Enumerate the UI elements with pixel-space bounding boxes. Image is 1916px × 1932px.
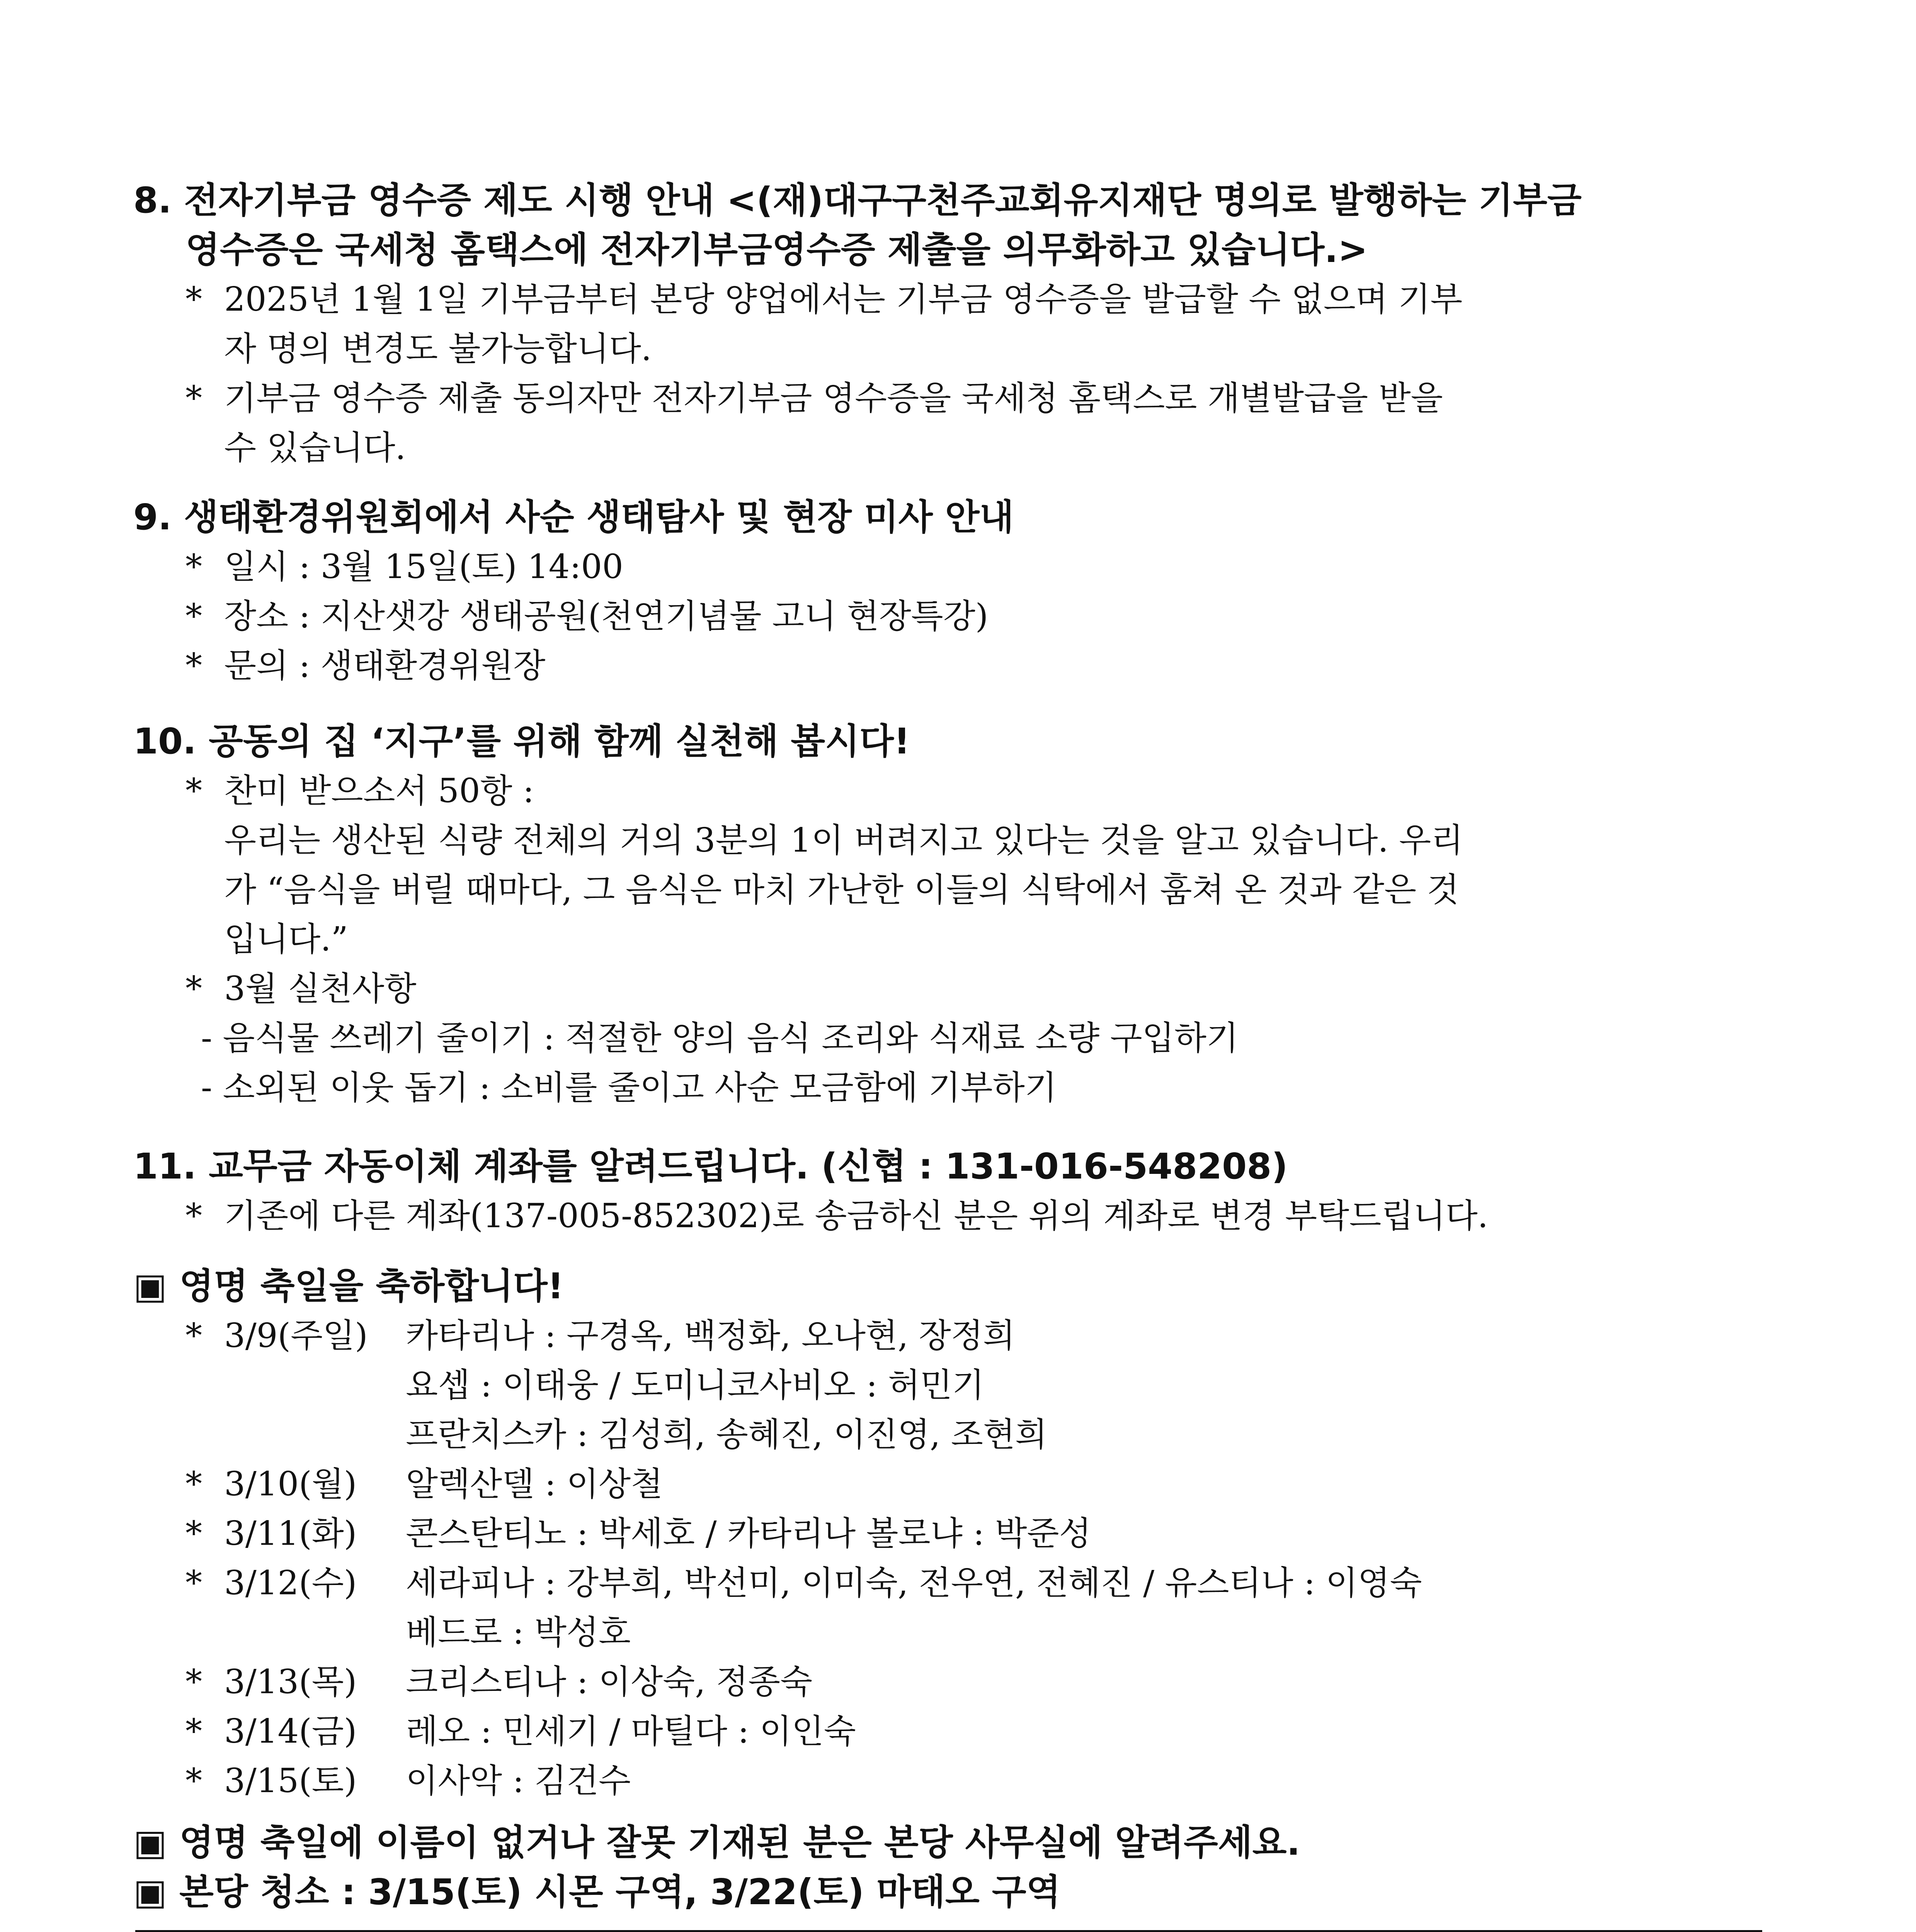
feast-date: 3/9(주일) — [224, 1316, 368, 1355]
item-8-bullet-1: * 2025년 1월 1일 기부금부터 본당 양업에서는 기부금 영수증을 발급할 수 없으며 기부 — [185, 280, 1463, 319]
notice-cleaning: ▣ 본당 청소 : 3/15(토) 시몬 구역, 3/22(토) 마태오 구역 — [133, 1871, 1061, 1913]
feast-row — [133, 1410, 1768, 1459]
feast-row — [133, 1657, 1768, 1707]
item-9-heading: 9. 생태환경위원회에서 사순 생태탐사 및 현장 미사 안내 — [133, 497, 1014, 538]
item-10-practice-1: - 음식물 쓰레기 줄이기 : 적절한 양의 음식 조리와 식재료 소량 구입하기 — [201, 1019, 1239, 1058]
feast-row-star: * — [185, 1663, 202, 1701]
feast-date: 3/14(금) — [224, 1712, 357, 1751]
item-8-bullet-2: * 기부금 영수증 제출 동의자만 전자기부금 영수증을 국세청 홈택스로 개별발급을 받을 — [185, 379, 1443, 418]
feast-names: 콘스탄티노 : 박세호 / 카타리나 볼로냐 : 박준성 — [406, 1514, 1091, 1553]
feast-row — [133, 1459, 1768, 1509]
item-8 — [133, 176, 1768, 473]
item-11 — [133, 1142, 1768, 1241]
feast-date: 3/15(토) — [224, 1762, 357, 1800]
notice-name-correction: ▣ 영명 축일에 이름이 없거나 잘못 기재된 분은 본당 사무실에 알려주세요. — [133, 1822, 1300, 1863]
feast-names: 이사악 : 김건수 — [406, 1762, 631, 1800]
feast-date: 3/11(화) — [224, 1514, 357, 1553]
offering-table — [135, 1930, 1762, 1932]
feast-row — [133, 1756, 1768, 1806]
item-10-heading: 10. 공동의 집 ‘지구’를 위해 함께 실천해 봅시다! — [133, 721, 910, 762]
feast-row — [133, 1707, 1768, 1756]
notices — [133, 1818, 1768, 1917]
feast-names: 레오 : 민세기 / 마틸다 : 이인숙 — [406, 1712, 856, 1751]
item-10-practice-2: - 소외된 이웃 돕기 : 소비를 줄이고 사순 모금함에 기부하기 — [201, 1068, 1057, 1107]
feast-row — [133, 1558, 1768, 1608]
feast-names: 요셉 : 이태웅 / 도미니코사비오 : 허민기 — [406, 1366, 985, 1405]
item-11-note: * 기존에 다른 계좌(137-005-852302)로 송금하신 분은 위의 계좌로 변경 부탁드립니다. — [185, 1197, 1488, 1235]
feast-names: 카타리나 : 구경옥, 백정화, 오나현, 장정희 — [406, 1316, 1015, 1355]
item-10 — [133, 717, 1768, 1112]
feast-section — [133, 1262, 1768, 1806]
item-8-heading: 8. 전자기부금 영수증 제도 시행 안내 <(재)대구구천주교회유지재단 명의로 발행하는 기부금 — [133, 180, 1582, 221]
item-8-bullet-1-cont: 자 명의 변경도 불가능합니다. — [224, 330, 652, 368]
feast-list — [133, 1311, 1768, 1806]
item-10-quote-line-3: 입니다.” — [224, 920, 348, 959]
item-10-march-practice: * 3월 실천사항 — [185, 969, 417, 1008]
item-9-place: * 장소 : 지산샛강 생태공원(천연기념물 고니 현장특강) — [185, 597, 989, 636]
item-10-quote-line-1: 우리는 생산된 식량 전체의 거의 3분의 1이 버려지고 있다는 것을 알고 있습니다. 우리 — [224, 821, 1463, 860]
feast-row-star: * — [185, 1712, 202, 1751]
feast-row — [133, 1361, 1768, 1410]
feast-date: 3/12(수) — [224, 1564, 357, 1602]
item-8-bullet-2-cont: 수 있습니다. — [224, 429, 406, 467]
feast-row — [133, 1608, 1768, 1657]
item-11-heading: 11. 교무금 자동이체 계좌를 알려드립니다. (신협 : 131-016-548208) — [133, 1146, 1288, 1187]
item-9-contact: * 문의 : 생태환경위원장 — [185, 646, 546, 685]
feast-names: 크리스티나 : 이상숙, 정종숙 — [406, 1663, 813, 1701]
feast-date: 3/10(월) — [224, 1465, 357, 1503]
item-10-quote-line-2: 가 “음식을 버릴 때마다, 그 음식은 마치 가난한 이들의 식탁에서 훔쳐 온 것과 같은 것 — [224, 871, 1459, 909]
feast-row — [133, 1509, 1768, 1558]
item-8-heading-cont: 영수증은 국세청 홈택스에 전자기부금영수증 제출을 의무화하고 있습니다.> — [185, 229, 1368, 270]
feast-names: 프란치스카 : 김성희, 송혜진, 이진영, 조현희 — [406, 1415, 1047, 1454]
item-10-laudato-si: * 찬미 받으소서 50항 : — [185, 772, 534, 810]
feast-row-star: * — [185, 1316, 202, 1355]
feast-row-star: * — [185, 1514, 202, 1553]
item-9 — [133, 493, 1768, 690]
feast-row-star: * — [185, 1465, 202, 1503]
feast-names: 세라피나 : 강부희, 박선미, 이미숙, 전우연, 전혜진 / 유스티나 : 이영숙 — [406, 1564, 1422, 1602]
feast-row — [133, 1311, 1768, 1361]
feast-row-star: * — [185, 1762, 202, 1800]
feast-names: 베드로 : 박성호 — [406, 1613, 631, 1652]
feast-row-star: * — [185, 1564, 202, 1602]
item-9-date: * 일시 : 3월 15일(토) 14:00 — [185, 548, 623, 586]
feast-heading: ▣ 영명 축일을 축하합니다! — [133, 1265, 564, 1307]
feast-date: 3/13(목) — [224, 1663, 357, 1701]
feast-names: 알렉산델 : 이상철 — [406, 1465, 663, 1503]
